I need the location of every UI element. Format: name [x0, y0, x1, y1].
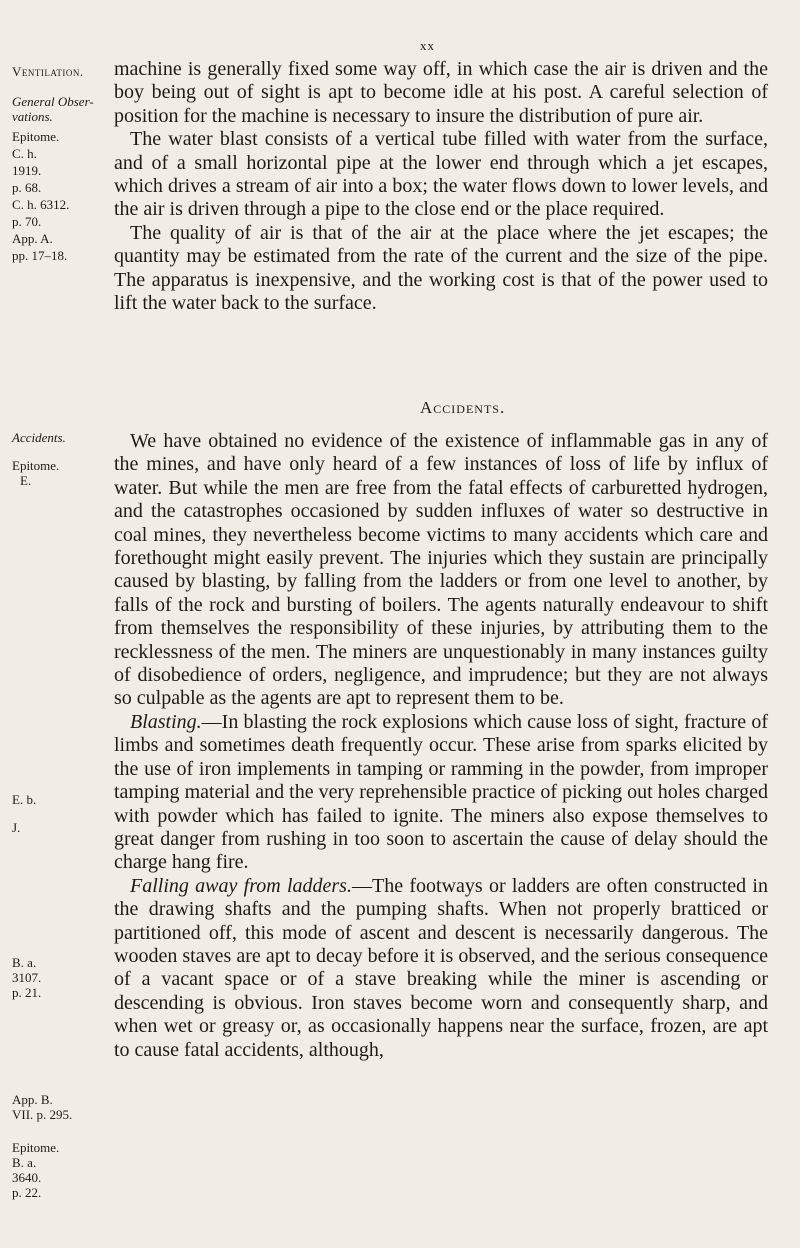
section-accidents: [114, 430, 768, 1062]
margin-note: 1919.: [12, 163, 42, 178]
margin-note: E.: [20, 473, 32, 488]
page-number: xx: [420, 38, 435, 53]
margin-ba: [12, 955, 110, 1000]
paragraph: machine is generally fixed some way off, in which case the air is driven and the boy being out of sight is apt to become idle at his post. A careful selection of position for the machine is necessary to insure the distribution of pure air.: [114, 58, 768, 127]
ladders-text: —The footways or ladders are often constructed in the drawing shafts and the pumping shafts. When not properly bratticed or partitioned off, this mode of ascent and descent is necessarily dangerous. The wooden staves are apt to decay before it is observed, and the serious consequence of a vacant space or of a stave breaking while the miner is ascending or descending is obvious. Iron staves become worn and consequently sharp, and when wet or greasy or, as occasionally happens near the surface, frozen, are apt to cause fatal accidents, although,: [114, 874, 768, 1061]
margin-note: Epitome.: [12, 458, 60, 473]
margin-app: [12, 1092, 110, 1122]
margin-note: Epitome.: [12, 129, 60, 144]
paragraph: The quality of air is that of the air at the place where the jet escapes; the quantity may be estimated from the rate of the current and the size of the pipe. The apparatus is inexpensive, and the working cost is that of the power used to lift the water back to the surface.: [114, 221, 768, 315]
margin-note: vations.: [12, 109, 53, 124]
margin-note: App. A.: [12, 231, 53, 246]
margin-note: 3640.: [12, 1170, 42, 1185]
section-heading: Accidents.: [420, 398, 506, 417]
margin-note: p. 21.: [12, 985, 42, 1000]
margin-note: J.: [12, 820, 21, 835]
ladders-label: Falling away from ladders.: [130, 874, 352, 897]
margin-general: [12, 94, 110, 124]
margin-note: VII. p. 295.: [12, 1107, 73, 1122]
margin-epitome: [12, 458, 110, 488]
blasting-label: Blasting.: [130, 710, 202, 733]
margin-note: p. 70.: [12, 214, 42, 229]
blasting-text: —In blasting the rock explosions which cause loss of sight, fracture of limbs and sometimes death frequently occur. These arise from sparks elicited by the use of iron implements in tamping or ramming in the powder, from improper tamping material and the very reprehensible practice of picking out holes charged with powder which has failed to ignite. The miners also expose themselves to great danger from rushing in too soon to ascertain the cause of delay should the charge hang fire.: [114, 710, 768, 874]
margin-note: C. h.: [12, 146, 37, 161]
margin-note: Ventilation.: [12, 64, 84, 79]
margin-note: p. 22.: [12, 1185, 42, 1200]
margin-note: App. B.: [12, 1092, 53, 1107]
margin-note: p. 68.: [12, 180, 42, 195]
margin-note: General Obser-: [12, 94, 94, 109]
margin-j: [12, 820, 110, 835]
margin-eb: [12, 792, 110, 807]
section-ventilation: [114, 58, 768, 315]
margin-accidents: [12, 430, 110, 445]
paragraph-ladders: [114, 875, 768, 1062]
margin-epitome-2: [12, 1140, 110, 1200]
margin-note: pp. 17–18.: [12, 248, 68, 263]
margin-ventilation: [12, 64, 110, 79]
margin-note: Epitome.: [12, 1140, 60, 1155]
margin-refs-1: [12, 128, 110, 264]
margin-note: B. a.: [12, 955, 37, 970]
margin-note: C. h. 6312.: [12, 197, 70, 212]
margin-note: B. a.: [12, 1155, 37, 1170]
paragraph-blasting: [114, 711, 768, 875]
margin-note: Accidents.: [12, 430, 66, 445]
paragraph: We have obtained no evidence of the existence of inflammable gas in any of the mines, and have only heard of a few instances of loss of life by influx of water. But while the men are free from the fatal effects of carburetted hydrogen, and the catastrophes occasioned by sudden influxes of water so destructive in coal mines, they nevertheless become victims to many accidents which care and forethought might easily prevent. The injuries which they sustain are principally caused by blasting, by falling from the ladders or from one level to another, by falls of the rock and bursting of boilers. The agents naturally endeavour to shift from themselves the responsibility of these injuries, by attributing them to the recklessness of the men. The miners are unquestionably in many instances guilty of disobedience of orders, negligence, and imprudence; but they are not always so culpable as the agents are apt to represent them to be.: [114, 430, 768, 710]
margin-note: 3107.: [12, 970, 42, 985]
margin-note: E. b.: [12, 792, 37, 807]
paragraph: The water blast consists of a vertical tube filled with water from the surface, and of a small horizontal pipe at the lower end through which a jet escapes, which drives a stream of air into a box; the water flows down to lower levels, and the air is driven through a pipe to the close end or the place required.: [114, 128, 768, 221]
